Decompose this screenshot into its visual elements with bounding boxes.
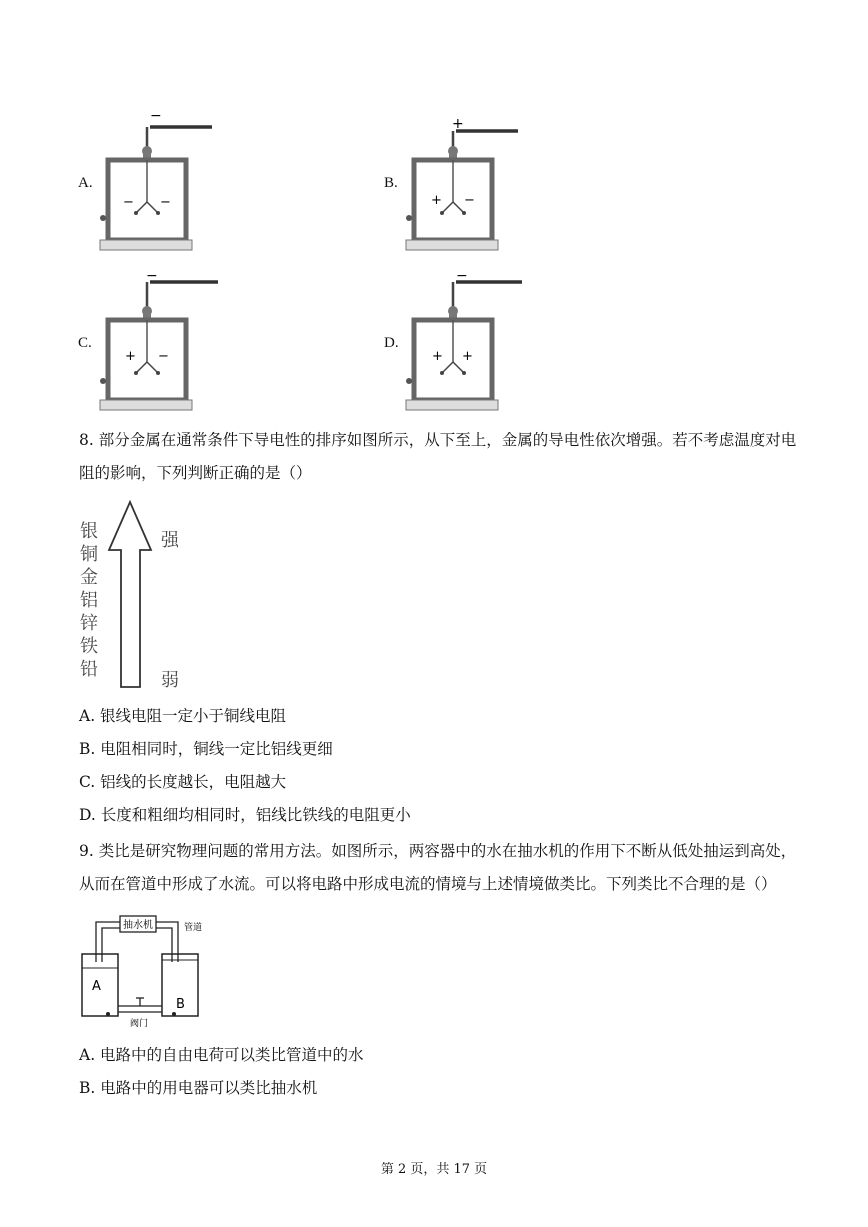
valve-label: 阀门 bbox=[130, 1019, 149, 1029]
q8-stem-line2: 阻的影响，下列判断正确的是（） bbox=[79, 464, 312, 482]
q9-option-a: A. 电路中的自由电荷可以类比管道中的水 bbox=[79, 1046, 364, 1064]
electroscope-figure bbox=[98, 268, 238, 418]
top-sign: − bbox=[150, 108, 162, 124]
electroscope-option-d bbox=[384, 268, 534, 418]
water-pump-figure bbox=[78, 912, 218, 1030]
option-letter: D. bbox=[384, 335, 399, 351]
metal-label: 锌 bbox=[80, 613, 98, 634]
right-sign: + bbox=[462, 349, 473, 364]
metal-label: 银 bbox=[80, 521, 98, 542]
pipe-label: 管道 bbox=[184, 923, 203, 933]
electroscope-option-a bbox=[78, 108, 228, 258]
q8-option-a: A. 银线电阻一定小于铜线电阻 bbox=[79, 707, 287, 725]
q8-option-d: D. 长度和粗细均相同时，铝线比铁线的电阻更小 bbox=[79, 806, 411, 824]
conductivity-diagram bbox=[78, 498, 218, 694]
option-letter: A. bbox=[78, 175, 93, 191]
q8-option-b: B. 电阻相同时，铜线一定比铝线更细 bbox=[79, 740, 333, 758]
metal-label: 铜 bbox=[80, 544, 98, 565]
right-sign: − bbox=[160, 195, 171, 210]
top-sign: + bbox=[452, 116, 464, 132]
electroscope-figure bbox=[98, 108, 228, 258]
container-b-label: B bbox=[176, 997, 185, 1012]
q9-option-b: B. 电路中的用电器可以类比抽水机 bbox=[79, 1079, 318, 1097]
metal-label: 铁 bbox=[80, 636, 98, 657]
electroscope-option-b bbox=[384, 108, 534, 258]
water-pump-diagram bbox=[78, 912, 218, 1030]
right-sign: − bbox=[464, 193, 475, 208]
q9-stem-line1: 9. 类比是研究物理问题的常用方法。如图所示，两容器中的水在抽水机的作用下不断从低处抽运到高处， bbox=[79, 842, 797, 860]
up-arrow-icon bbox=[106, 498, 156, 694]
left-sign: − bbox=[123, 195, 134, 210]
option-letter: B. bbox=[384, 175, 398, 191]
page-footer: 第 2 页，共 17 页 bbox=[380, 1162, 488, 1177]
q8-option-c: C. 铝线的长度越长，电阻越大 bbox=[79, 773, 287, 791]
electroscope-figure bbox=[404, 268, 544, 418]
left-sign: + bbox=[432, 349, 443, 364]
weak-label: 弱 bbox=[161, 670, 179, 691]
top-sign: − bbox=[456, 268, 468, 284]
q9-stem-line2: 从而在管道中形成了水流。可以将电路中形成电流的情境与上述情境做类比。下列类比不合理的是（） bbox=[79, 875, 777, 893]
electroscope-option-c bbox=[78, 268, 228, 418]
strong-label: 强 bbox=[161, 530, 179, 551]
q8-stem-line1: 8. 部分金属在通常条件下导电性的排序如图所示，从下至上，金属的导电性依次增强。若不考虑温度对电 bbox=[79, 431, 797, 449]
left-sign: + bbox=[431, 193, 442, 208]
pump-label: 抽水机 bbox=[123, 920, 153, 931]
metal-list bbox=[80, 520, 98, 681]
left-sign: + bbox=[125, 349, 136, 364]
container-a-label: A bbox=[92, 979, 101, 994]
option-letter: C. bbox=[78, 335, 92, 351]
metal-label: 铝 bbox=[80, 590, 98, 611]
metal-label: 铅 bbox=[80, 659, 98, 680]
metal-label: 金 bbox=[80, 567, 98, 588]
electroscope-figure bbox=[404, 108, 534, 258]
right-sign: − bbox=[158, 349, 169, 364]
top-sign: − bbox=[146, 268, 158, 284]
